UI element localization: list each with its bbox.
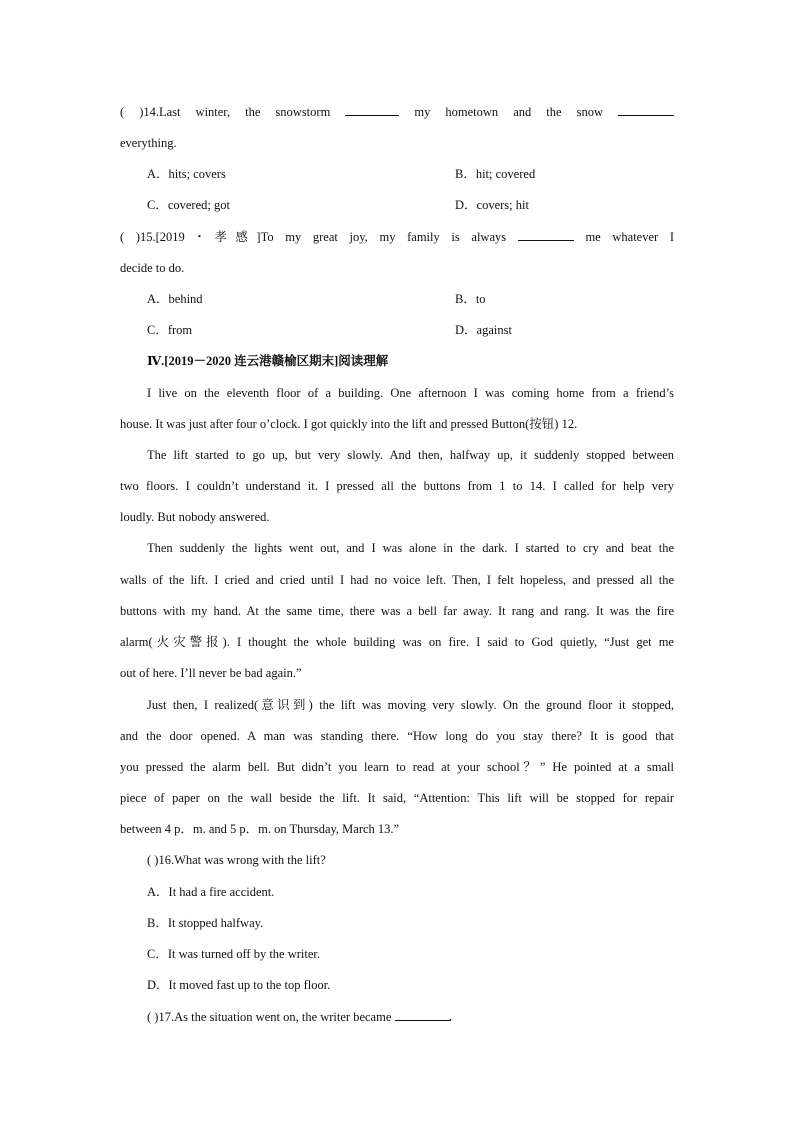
passage-line: two floors. I couldn’t understand it. I pressed all the buttons from 1 to 14. I called for help very [120, 479, 674, 493]
answer-blank[interactable] [618, 103, 674, 116]
option-b: B．It stopped halfway. [147, 916, 264, 930]
passage-line: Then suddenly the lights went out, and I was alone in the dark. I started to cry and beat the [147, 541, 674, 555]
passage-line: Just then, I realized(意识到) the lift was moving very slowly. On the ground floor it stopped, [147, 698, 674, 712]
passage-line: The lift started to go up, but very slowly. And then, halfway up, it suddenly stopped between [147, 448, 674, 462]
question-15-stem [120, 228, 674, 246]
answer-blank[interactable] [518, 228, 574, 241]
option-c: C．It was turned off by the writer. [147, 947, 320, 961]
option-a: A．behind [147, 292, 203, 306]
option-c: C．covered; got [147, 198, 230, 212]
option-a: A．It had a fire accident. [147, 885, 275, 899]
passage-line: and the door opened. A man was standing there. “How long do you stay there? It is good that [120, 729, 674, 743]
question-15-text: ( )15.[2019・孝感]To my great joy, my family is always [120, 230, 507, 244]
passage-line: you pressed the alarm bell. But didn’t you learn to read at your school？” He pointed at a small [120, 760, 674, 774]
option-d: D．against [455, 323, 512, 337]
question-17-stem [147, 1008, 452, 1026]
option-d: D．covers; hit [455, 198, 529, 212]
answer-blank[interactable] [395, 1008, 449, 1021]
option-c: C．from [147, 323, 193, 337]
option-b: B．hit; covered [455, 167, 536, 181]
option-b: B．to [455, 292, 486, 306]
option-d: D．It moved fast up to the top floor. [147, 978, 331, 992]
question-14-text-mid: my hometown and the snow [414, 105, 603, 119]
passage-line: walls of the lift. I cried and cried until I had no voice left. Then, I felt hopeless, and pressed all the [120, 573, 674, 587]
passage-line: piece of paper on the wall beside the lift. It said, “Attention: This lift will be stopped for repair [120, 791, 674, 805]
question-14-continuation: everything. [120, 136, 177, 150]
question-16-stem: ( )16.What was wrong with the lift? [147, 853, 326, 867]
question-17-text: ( )17.As the situation went on, the writer became [147, 1010, 392, 1024]
question-15-continuation: decide to do. [120, 261, 185, 275]
passage-line: I live on the eleventh floor of a building. One afternoon I was coming home from a friend’s [147, 386, 674, 400]
passage-line: house. It was just after four o’clock. I got quickly into the lift and pressed Button(按钮) 12. [120, 417, 578, 431]
passage-line: alarm(火灾警报). I thought the whole building was on fire. I said to God quietly, “Just get me [120, 635, 674, 649]
answer-blank[interactable] [345, 103, 399, 116]
question-17-period: . [448, 1010, 452, 1024]
question-14-text: ( )14.Last winter, the snowstorm [120, 105, 331, 119]
passage-line: out of here. I’ll never be bad again.” [120, 666, 302, 680]
option-a: A．hits; covers [147, 167, 226, 181]
passage-line: buttons with my hand. At the same time, there was a bell far away. It rang and rang. It was the fire [120, 604, 674, 618]
section-heading: Ⅳ.[2019－2020 连云港赣榆区期末]阅读理解 [147, 354, 389, 368]
passage-line: between 4 p．m. and 5 p．m. on Thursday, March 13.” [120, 822, 400, 836]
question-15-text-end: me whatever I [585, 230, 675, 244]
passage-line: loudly. But nobody answered. [120, 510, 270, 524]
question-14-stem [120, 103, 674, 121]
